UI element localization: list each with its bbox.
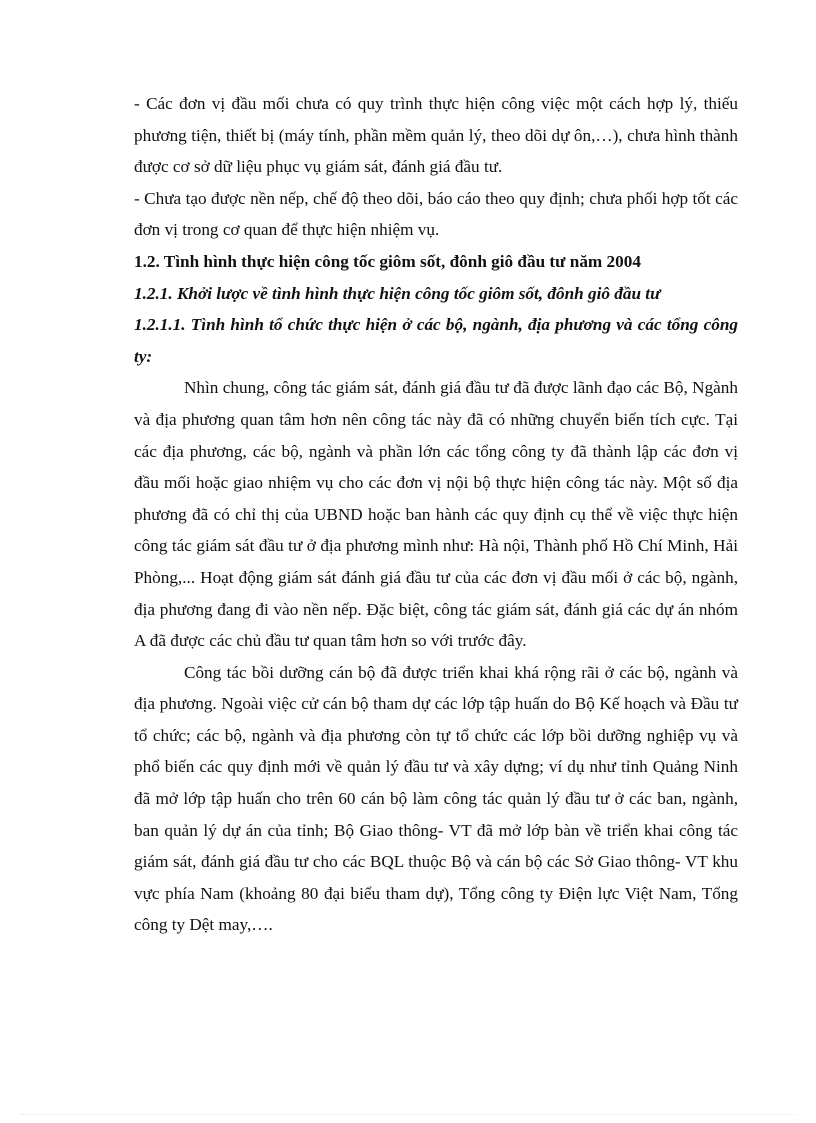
bullet-item-2: - Chưa tạo được nền nếp, chế độ theo dõi, báo cáo theo quy định; chưa phối hợp tốt các đơn vị trong cơ quan để thực hiện nhiệm vụ.: [134, 188, 738, 240]
body-paragraph-2: Công tác bồi dưỡng cán bộ đã được triển khai khá rộng rãi ở các bộ, ngành và địa phương. Ngoài việc cử cán bộ tham dự các lớp tập huấn do Bộ Kế hoạch và Đầu tư tổ chức; các bộ, ngành và địa phương còn tự tổ chức các lớp bồi dưỡng nghiệp vụ và phổ biến các quy định mới về quản lý đầu tư và xây dựng; ví dụ như tỉnh Quảng Ninh đã mở lớp tập huấn cho trên 60 cán bộ làm công tác quản lý đầu tư ở các ban, ngành, ban quản lý dự án của tỉnh; Bộ Giao thông- VT đã mở lớp bàn về triển khai công tác giám sát, đánh giá đầu tư cho các BQL thuộc Bộ và cán bộ các Sở Giao thông- VT khu vực phía Nam (khoảng 80 đại biểu tham dự), Tổng công ty Điện lực Việt Nam, Tổng công ty Dệt may,….: [134, 662, 738, 935]
bullet-item-1: - Các đơn vị đầu mối chưa có quy trình thực hiện công việc một cách hợp lý, thiếu phương tiện, thiết bị (máy tính, phần mềm quản lý, theo dõi dự ôn,…), chưa hình thành được cơ sở dữ liệu phục vụ giám sát, đánh giá đầu tư.: [134, 94, 738, 177]
page-bottom-divider: [20, 1114, 796, 1115]
section-heading-1-2-1-1: 1.2.1.1. Tình hình tổ chức thực hiện ở các bộ, ngành, địa phương và các tổng công ty:: [134, 315, 738, 366]
section-heading-1-2-1: 1.2.1. Khởi lược về tình hình thực hiện công tốc giôm sốt, đônh giô đầu tư: [134, 283, 661, 303]
section-heading-1-2: 1.2. Tình hình thực hiện công tốc giôm sốt, đônh giô đầu tư năm 2004: [134, 251, 641, 271]
body-paragraph-1: Nhìn chung, công tác giám sát, đánh giá đầu tư đã được lãnh đạo các Bộ, Ngành và địa phương quan tâm hơn nên công tác này đã có những chuyển biến tích cực. Tại các địa phương, các bộ, ngành và phần lớn các tổng công ty đã thành lập các đơn vị đầu mối hoặc giao nhiệm vụ cho các đơn vị nội bộ thực hiện công tác này. Một số địa phương đã có chỉ thị của UBND hoặc ban hành các quy định cụ thể về việc thực hiện công tác giám sát đầu tư ở địa phương mình như: Hà nội, Thành phố Hồ Chí Minh, Hải Phòng,... Hoạt động giám sát đánh giá đầu tư của các đơn vị đầu mối ở các bộ, ngành, địa phương đang đi vào nền nếp. Đặc biệt, công tác giám sát, đánh giá các dự án nhóm A đã được các chủ đầu tư quan tâm hơn so với trước đây.: [134, 378, 738, 651]
document-page: [134, 88, 738, 941]
